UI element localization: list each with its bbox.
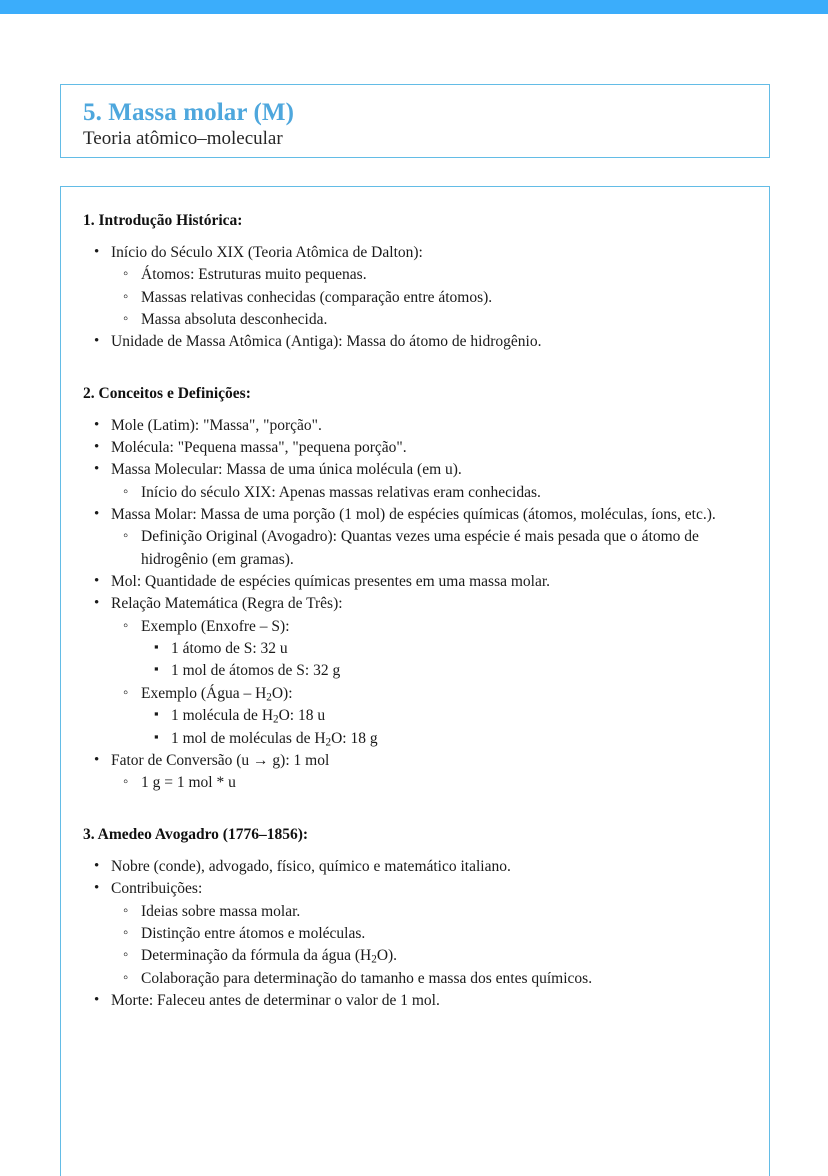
list-item	[111, 968, 743, 990]
list-item-text: ▪ 1 mol de moléculas de $H_2O$: 18 g	[171, 728, 743, 751]
list-item	[111, 683, 743, 751]
list-item	[111, 945, 743, 968]
list-item-text: ▪ 1 molécula de $H_2O$: 18 u	[171, 705, 743, 728]
list-item-text: ◦ Exemplo (Enxofre – S):	[141, 616, 743, 638]
bullet-list-level-1	[83, 242, 743, 354]
list-item-text: • Molécula: "Pequena massa", "pequena porção".	[111, 437, 743, 459]
list-item	[83, 856, 743, 878]
list-item-text: ◦ Átomos: Estruturas muito pequenas.	[141, 264, 743, 286]
bullet-list-level-2	[111, 901, 743, 990]
list-item	[83, 415, 743, 437]
list-item	[111, 901, 743, 923]
section-heading: 2. Conceitos e Definições:	[83, 384, 251, 402]
bullet-list-level-3	[141, 638, 743, 683]
list-item-text: • Contribuições:	[111, 878, 743, 900]
list-item	[83, 331, 743, 353]
list-item-text: • Massa Molar: Massa de uma porção (1 mol) de espécies químicas (átomos, moléculas, íons, etc.).	[111, 504, 743, 526]
list-item-text: ▪ 1 átomo de S: 32 u	[171, 638, 743, 660]
bullet-list-level-2	[111, 264, 743, 331]
list-item	[111, 264, 743, 286]
document-page	[0, 14, 828, 1171]
page-subtitle: Teoria atômico–molecular	[83, 128, 283, 149]
list-item-text: ◦ Colaboração para determinação do tamanho e massa dos entes químicos.	[141, 968, 743, 990]
list-item	[111, 616, 743, 683]
bullet-list-level-2	[111, 772, 743, 794]
list-item-text: ◦ 1 g = 1 mol * u	[141, 772, 743, 794]
list-item-text: • Massa Molecular: Massa de uma única molécula (em u).	[111, 459, 743, 481]
list-item-text: ◦ Massas relativas conhecidas (comparação entre átomos).	[141, 287, 743, 309]
list-item-text: ◦ Determinação da fórmula da água $(H_2O)$.	[141, 945, 743, 968]
list-item	[111, 923, 743, 945]
list-item	[83, 878, 743, 990]
list-item-text: ◦ Ideias sobre massa molar.	[141, 901, 743, 923]
list-item	[141, 638, 743, 660]
list-item-text: • Fator de Conversão (u → g): 1 mol	[111, 750, 743, 772]
bullet-list-level-3	[141, 705, 743, 750]
bullet-list-level-1	[83, 415, 743, 795]
list-item	[111, 772, 743, 794]
page-title: 5. Massa molar (M)	[83, 99, 295, 126]
list-item	[111, 526, 743, 571]
list-item	[141, 660, 743, 682]
list-item-text: • Nobre (conde), advogado, físico, químico e matemático italiano.	[111, 856, 743, 878]
list-item	[83, 593, 743, 750]
list-item	[83, 242, 743, 331]
list-item-text: • Mole (Latim): "Massa", "porção".	[111, 415, 743, 437]
list-item-text: • Início do Século XIX (Teoria Atômica de Dalton):	[111, 242, 743, 264]
list-item	[83, 750, 743, 795]
list-item-text: ◦ Massa absoluta desconhecida.	[141, 309, 743, 331]
list-item-text: • Morte: Faleceu antes de determinar o valor de 1 mol.	[111, 990, 743, 1012]
section-heading: 3. Amedeo Avogadro (1776–1856):	[83, 825, 309, 843]
bullet-list-level-2	[111, 482, 743, 504]
list-item	[141, 705, 743, 728]
list-item	[83, 504, 743, 571]
list-item	[83, 990, 743, 1012]
list-item	[83, 571, 743, 593]
section-heading: 1. Introdução Histórica:	[83, 212, 243, 229]
list-item-text: • Relação Matemática (Regra de Três):	[111, 593, 743, 615]
list-item-text: ◦ Definição Original (Avogadro): Quantas vezes uma espécie é mais pesada que o átomo de hidrogênio (em gramas).	[141, 526, 743, 571]
list-item	[83, 437, 743, 459]
list-item-text: ◦ Exemplo (Água – $H_2O$):	[141, 683, 743, 706]
bullet-list-level-2	[111, 616, 743, 750]
sections-container	[83, 211, 743, 1012]
list-item	[111, 309, 743, 331]
list-item-text: • Unidade de Massa Atômica (Antiga): Massa do átomo de hidrogênio.	[111, 331, 743, 353]
list-item-text: • Mol: Quantidade de espécies químicas presentes em uma massa molar.	[111, 571, 743, 593]
list-item-text: ◦ Início do século XIX: Apenas massas relativas eram conhecidas.	[141, 482, 743, 504]
list-item-text: ◦ Distinção entre átomos e moléculas.	[141, 923, 743, 945]
title-box	[60, 84, 770, 158]
bullet-list-level-2	[111, 526, 743, 571]
list-item	[83, 459, 743, 504]
top-accent-bar	[0, 0, 828, 14]
list-item-text: ▪ 1 mol de átomos de S: 32 g	[171, 660, 743, 682]
list-item	[111, 482, 743, 504]
list-item	[111, 287, 743, 309]
content-box	[60, 186, 770, 1176]
bullet-list-level-1	[83, 856, 743, 1012]
list-item	[141, 728, 743, 751]
